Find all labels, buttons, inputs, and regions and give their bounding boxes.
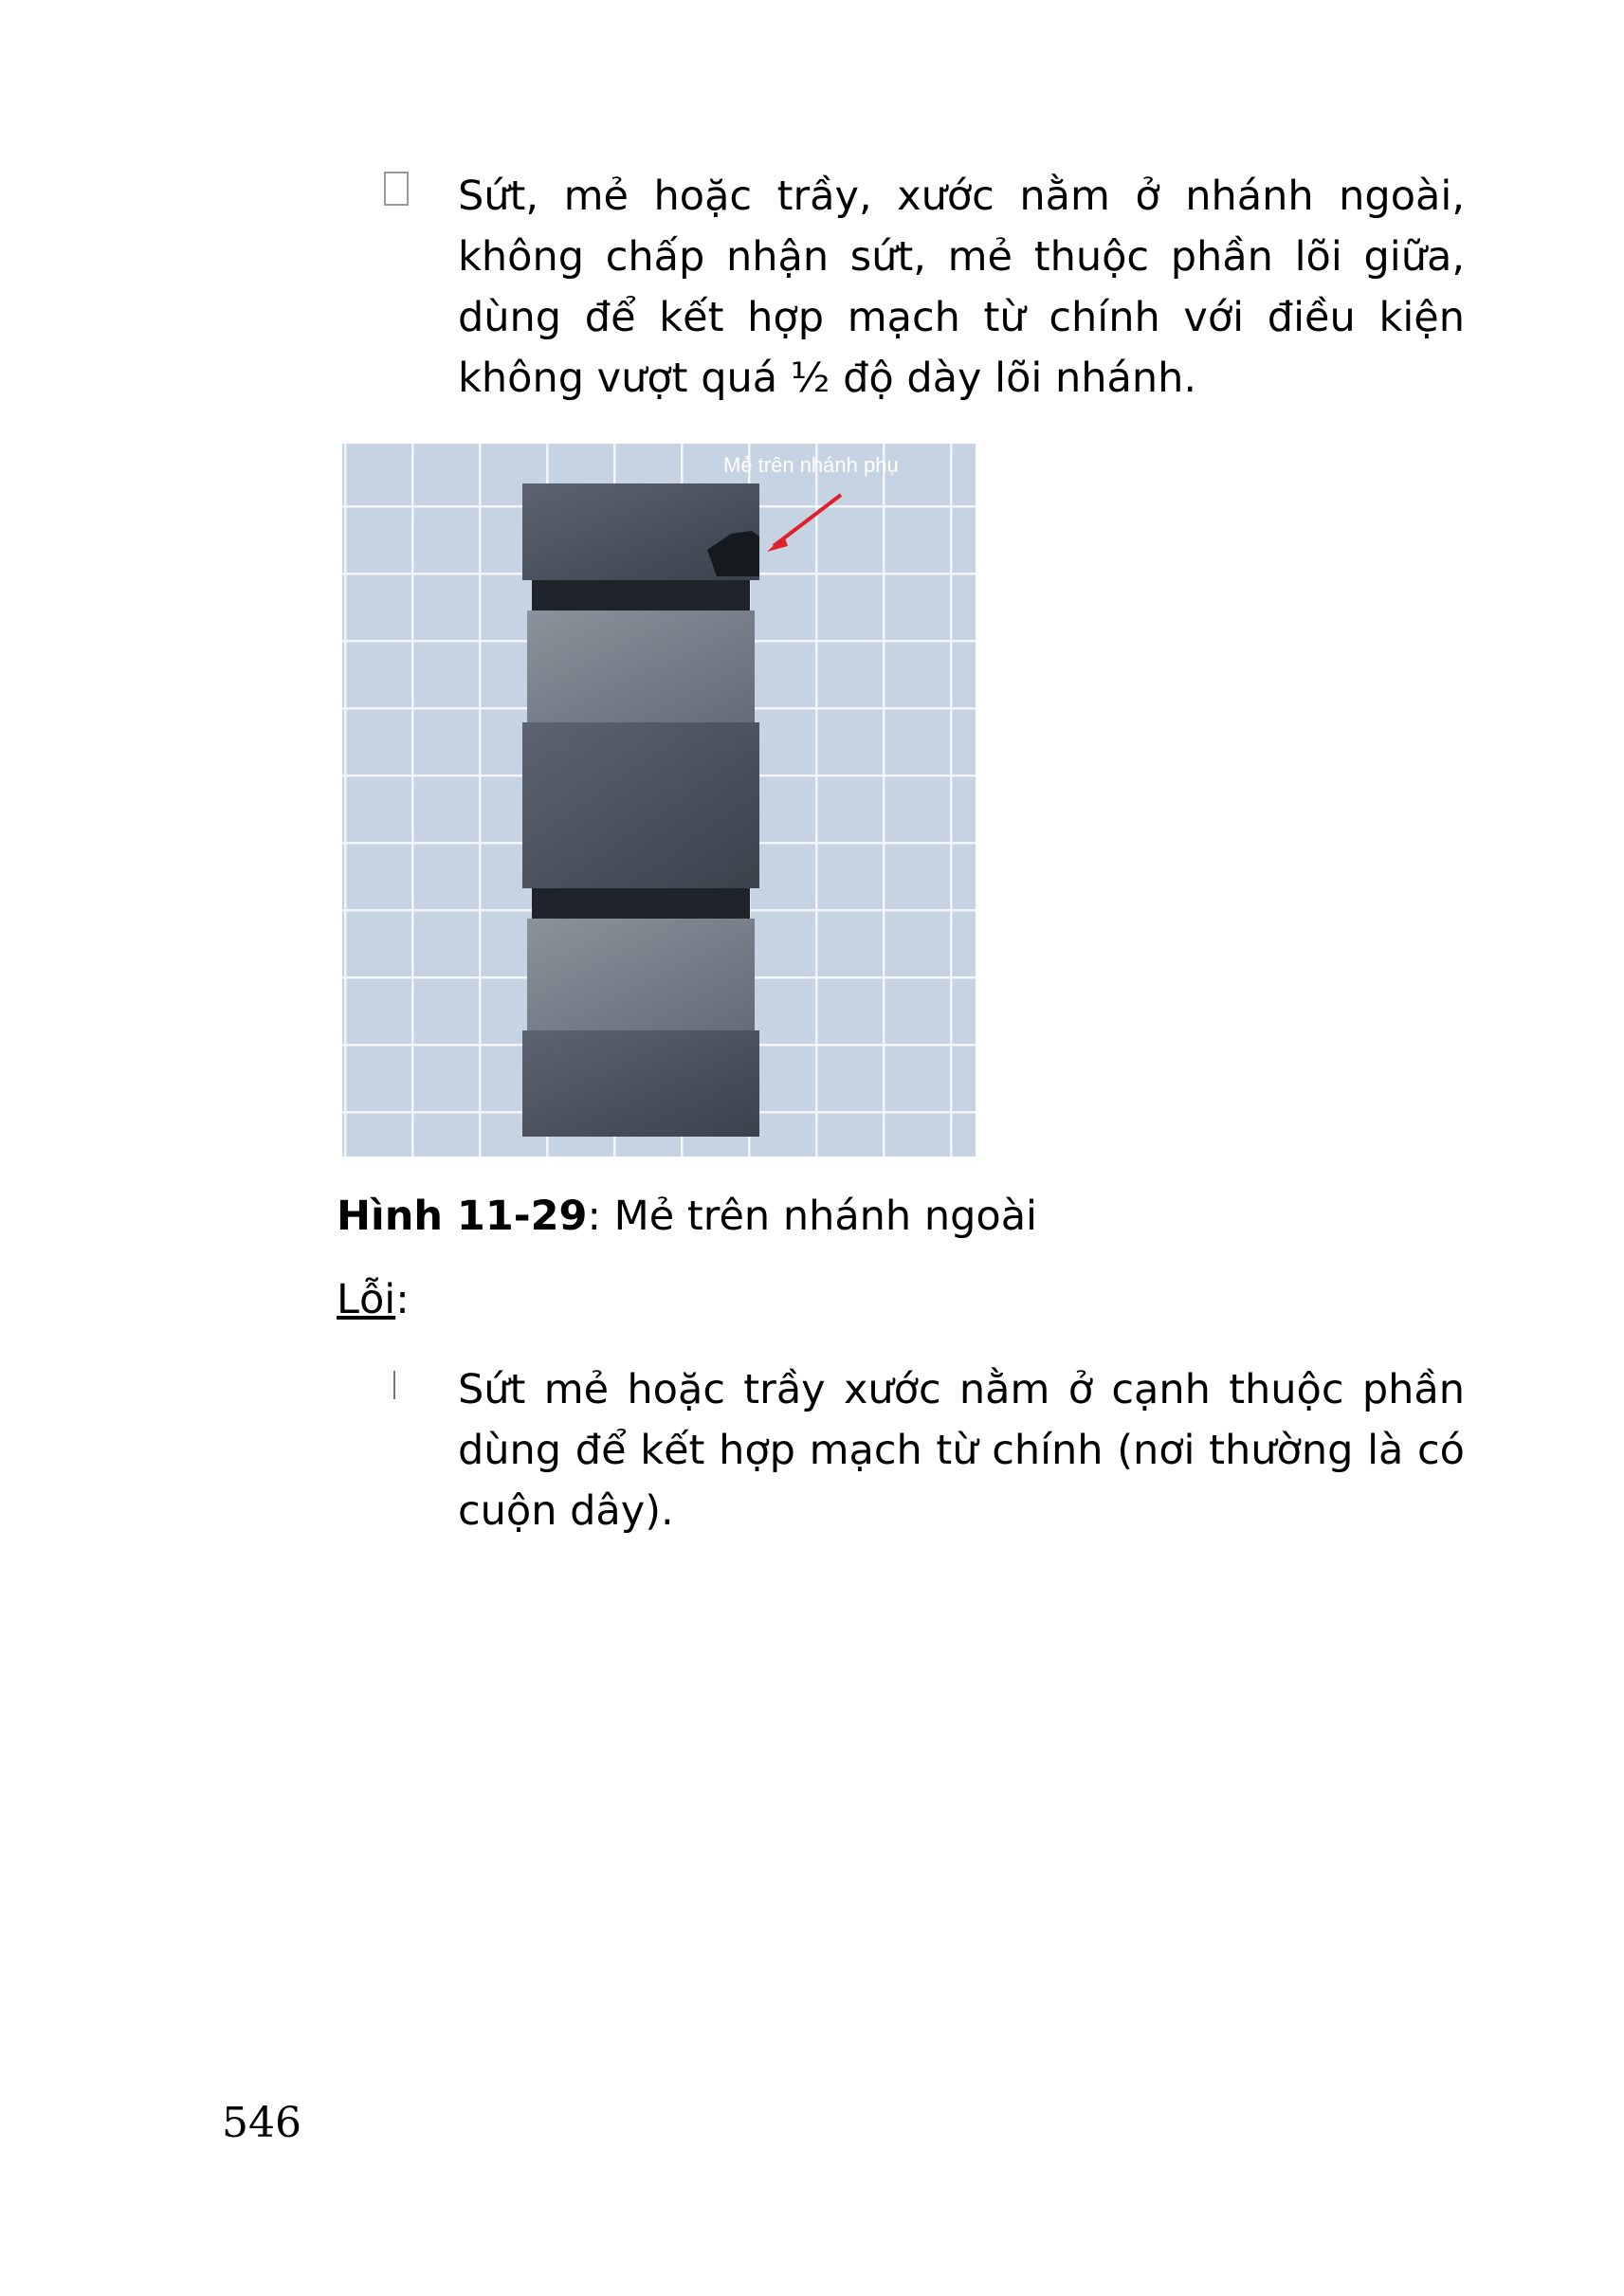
- figure-caption: [337, 1193, 1037, 1240]
- bar-bullet-icon: [393, 1371, 395, 1399]
- bullet-item: [384, 166, 1465, 409]
- section-heading: [337, 1276, 410, 1323]
- core-bottom-flange: [522, 1030, 759, 1137]
- page-number: 546: [222, 2099, 301, 2147]
- bullet-text: Sứt mẻ hoặc trầy xước nằm ở cạnh thuộc phần dùng để kết hợp mạch từ chính (nơi thường là có cuộn dây).: [458, 1366, 1465, 1535]
- caption-text: Mẻ trên nhánh ngoài: [600, 1193, 1037, 1240]
- core-center: [522, 722, 759, 888]
- core-lower-leg: [527, 919, 755, 1030]
- heading-label: Lỗi: [337, 1276, 396, 1323]
- bullet-text: Sứt, mẻ hoặc trầy, xước nằm ở nhánh ngoài, không chấp nhận sứt, mẻ thuộc phần lõi giữa, dùng để kết hợp mạch từ chính với điều kiện không vượt quá ½ độ dày lõi nhánh.: [458, 173, 1465, 402]
- caption-label: Hình 11-29: [337, 1193, 588, 1240]
- heading-suffix: :: [395, 1276, 410, 1323]
- checkbox-bullet-icon: [384, 172, 409, 206]
- caption-separator: :: [587, 1193, 601, 1240]
- figure-photo: [342, 444, 976, 1157]
- annotation-label: Mẻ trên nhánh phụ: [723, 453, 899, 477]
- core-upper-leg: [527, 610, 755, 722]
- bullet-item: [384, 1359, 1465, 1541]
